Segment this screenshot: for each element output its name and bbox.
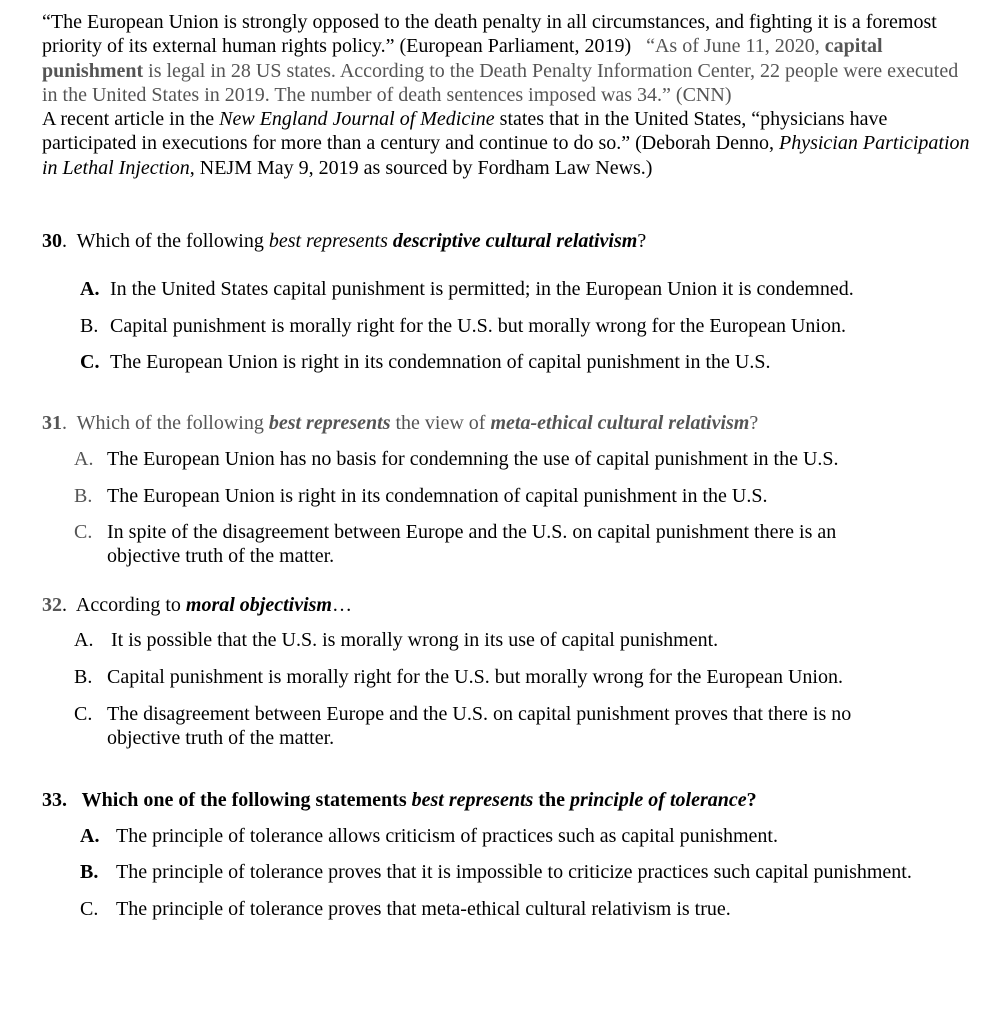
option-33b[interactable]: B. The principle of tolerance proves that it is impossible to criticize practices such capital punishment. [80, 861, 912, 883]
question-31-stem: 31. Which of the following best represents the view of meta-ethical cultural relativism? [42, 412, 759, 434]
question-number: 33. [42, 789, 67, 811]
question-33-stem: 33. Which one of the following statements best represents the principle of tolerance? [42, 789, 757, 811]
option-33c[interactable]: C. The principle of tolerance proves that meta-ethical cultural relativism is true. [80, 898, 731, 920]
question-32-stem: 32. According to moral objectivism… [42, 594, 352, 616]
option-32b[interactable]: B. Capital punishment is morally right for the U.S. but morally wrong for the European Union. [74, 666, 843, 688]
option-32a[interactable]: A. It is possible that the U.S. is morally wrong in its use of capital punishment. [74, 629, 719, 651]
question-number: 32 [42, 594, 62, 616]
eu-quote: “The European Union is strongly opposed to the death penalty in all circumstances, and fighting it is a foremost priority of its external human rights policy.” (European Parliament, 2019) [42, 11, 937, 58]
option-30c[interactable]: C. The European Union is right in its condemnation of capital punishment in the U.S. [80, 351, 771, 373]
question-number: 30 [42, 230, 62, 252]
capital-punishment-term: capital punishment [42, 35, 883, 82]
option-31b[interactable]: B. The European Union is right in its condemnation of capital punishment in the U.S. [74, 485, 768, 507]
option-30b[interactable]: B. Capital punishment is morally right for the U.S. but morally wrong for the European Union. [80, 315, 846, 337]
article-title: Physician Participation in Lethal Injection [42, 132, 970, 179]
journal-title: New England Journal of Medicine [219, 108, 495, 131]
question-number: 31 [42, 412, 62, 434]
cnn-quote: “As of June 11, 2020, capital punishment is legal in 28 US states. According to the Death Penalty Information Center, 22 people were executed in the United States in 2019. The number of death sentences imposed was 34.” (CNN) [42, 35, 959, 106]
nejm-quote: A recent article in the New England Journal of Medicine states that in the United States, “physicians have participated in executions for more than a century and continue to do so.” (Deborah Denno, Physician Participation in Lethal Injection, NEJM May 9, 2019 as sourced by Fordham Law News.) [42, 108, 970, 179]
option-31a[interactable]: A. The European Union has no basis for condemning the use of capital punishment in the U.S. [74, 448, 839, 470]
option-31c[interactable]: C. In spite of the disagreement between Europe and the U.S. on capital punishment there is an objective truth of the matter. [74, 521, 837, 567]
question-30-stem: 30. Which of the following best represents descriptive cultural relativism? [42, 230, 647, 252]
option-32c[interactable]: C. The disagreement between Europe and the U.S. on capital punishment proves that there is no objective truth of the matter. [74, 703, 852, 749]
intro-paragraph [42, 10, 972, 180]
option-30a[interactable]: A. In the United States capital punishment is permitted; in the European Union it is condemned. [80, 278, 854, 300]
option-33a[interactable]: A. The principle of tolerance allows criticism of practices such as capital punishment. [80, 825, 778, 847]
